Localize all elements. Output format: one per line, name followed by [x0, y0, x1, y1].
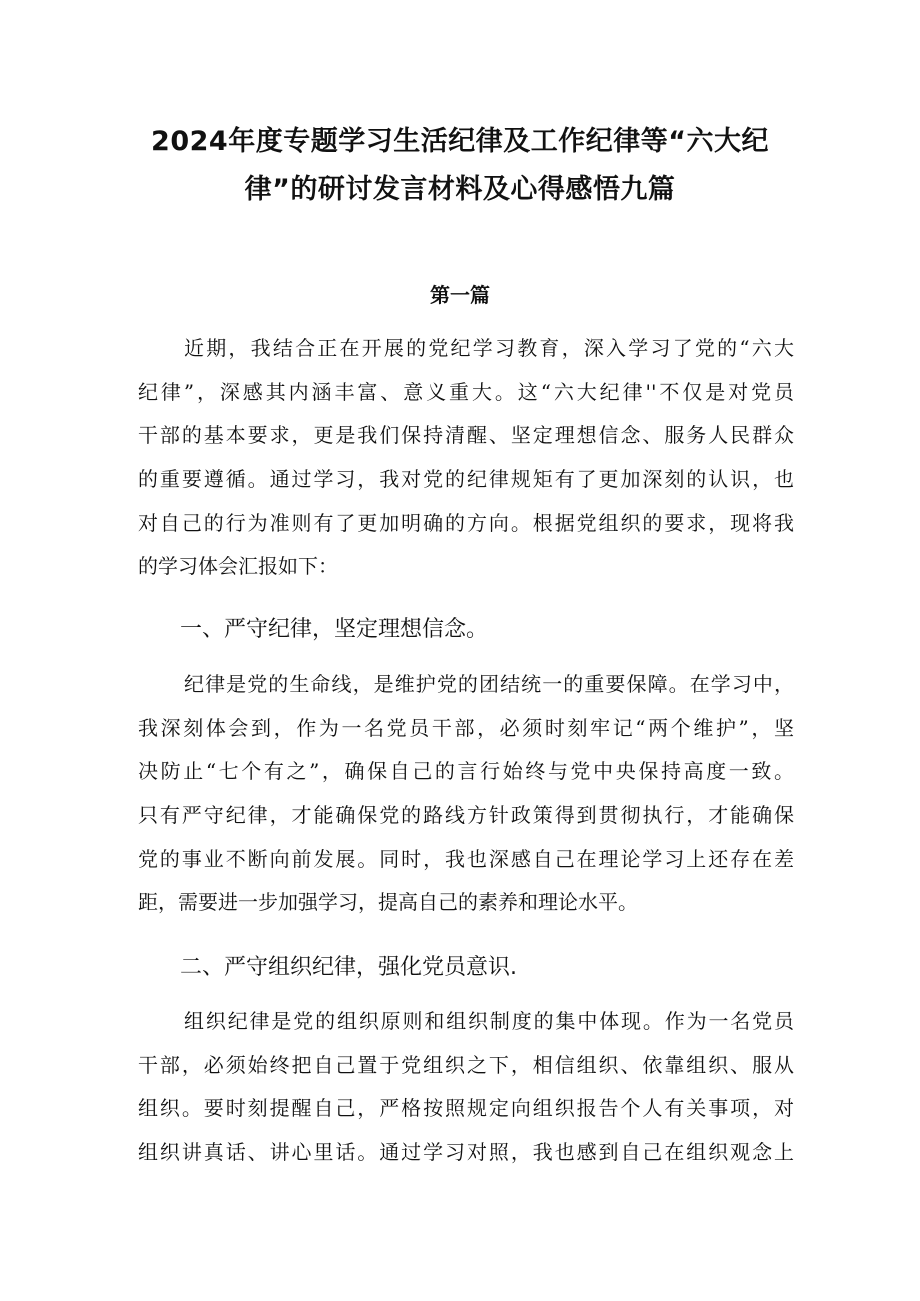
section-2-paragraph: [138, 1000, 794, 1175]
section-heading-1: 一、严守纪律，坚定理想信念。: [180, 617, 489, 642]
text-line: 组织。要时刻提醒自己，严格按照规定向组织报告个人有关事项，对: [138, 1096, 794, 1121]
text-line: 决防止“七个有之”，确保自己的言行始终与党中央保持高度一致。: [138, 759, 794, 784]
text-line: 距，需要进一步加强学习，提高自己的素养和理论水平。: [138, 890, 638, 915]
text-line: 只有严守纪律，才能确保党的路线方针政策得到贯彻执行，才能确保: [138, 803, 794, 828]
section-heading-2: 二、严守组织纪律，强化党员意识.: [180, 955, 517, 980]
text-line: 干部，必须始终把自己置于党组织之下，相信组织、依靠组织、服从: [138, 1052, 794, 1077]
text-line: 组织纪律是党的组织原则和组织制度的集中体现。作为一名党员: [184, 1009, 794, 1033]
intro-paragraph: [138, 327, 794, 589]
text-line: 干部的基本要求，更是我们保持清醒、坚定理想信念、服务人民群众: [138, 423, 794, 448]
text-line: 我深刻体会到，作为一名党员干部，必须时刻牢记“两个维护”，坚: [138, 715, 794, 740]
section-1-paragraph: [138, 663, 794, 925]
text-line: 对自己的行为准则有了更加明确的方向。根据党组织的要求，现将我: [138, 510, 794, 535]
text-line: 的学习体会汇报如下：: [138, 554, 338, 579]
title-line: 律”的研讨发言材料及心得感悟九篇: [244, 174, 676, 205]
text-line: 纪律是党的生命线，是维护党的团结统一的重要保障。在学习中，: [184, 672, 794, 696]
text-line: 近期，我结合正在开展的党纪学习教育，深入学习了党的“六大: [184, 336, 794, 360]
chapter-heading: 第一篇: [430, 283, 490, 307]
document-title: [140, 118, 780, 214]
text-line: 组织讲真话、讲心里话。通过学习对照，我也感到自己在组织观念上: [138, 1140, 794, 1165]
text-line: 纪律”，深感其内涵丰富、意义重大。这“六大纪律''不仅是对党员: [138, 379, 794, 404]
text-line: 党的事业不断向前发展。同时，我也深感自己在理论学习上还存在差: [138, 846, 794, 871]
title-line: 2024年度专题学习生活纪律及工作纪律等“六大纪: [151, 126, 769, 157]
text-line: 的重要遵循。通过学习，我对党的纪律规矩有了更加深刻的认识，也: [138, 467, 794, 492]
